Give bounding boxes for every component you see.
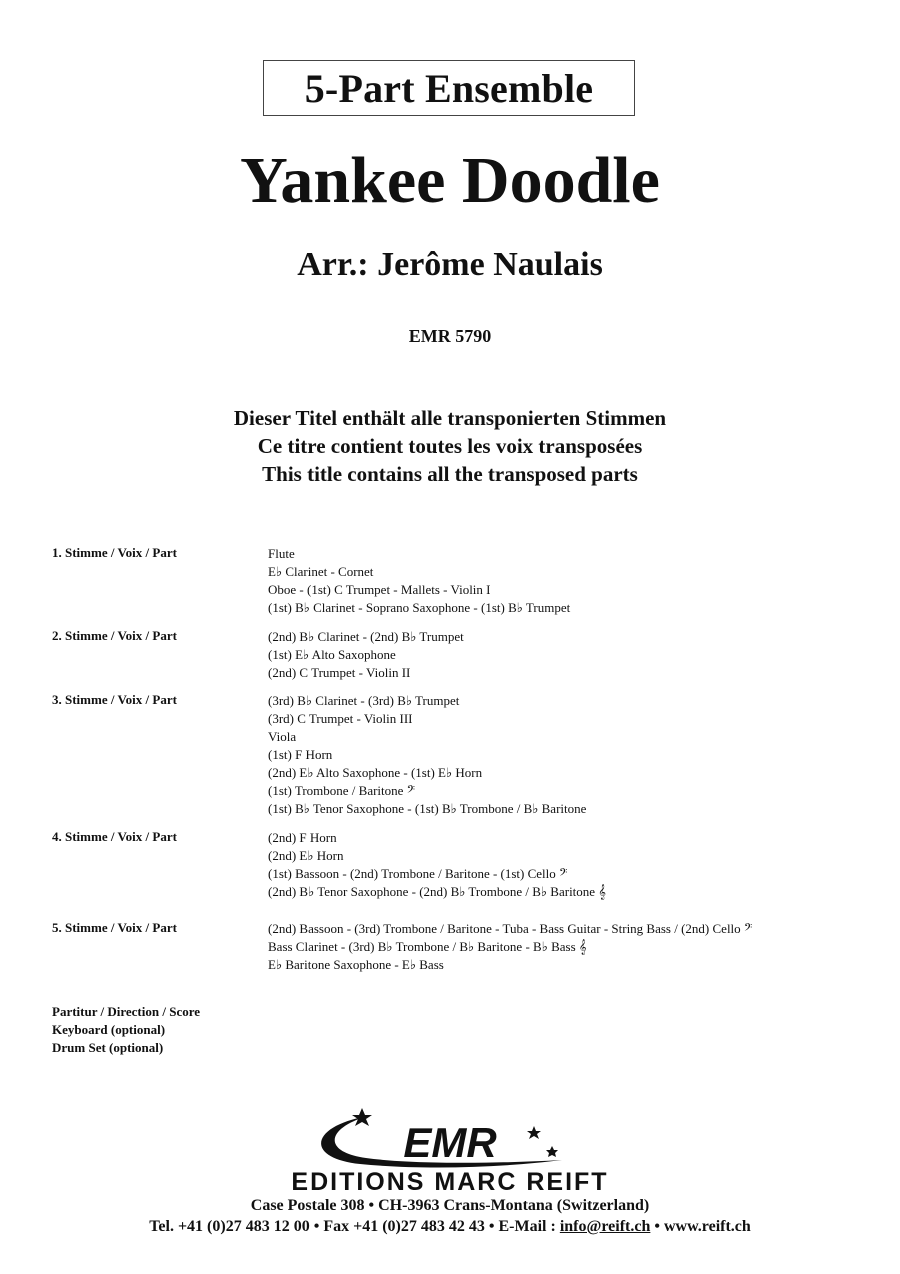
additional-parts <box>52 1003 200 1057</box>
arranger-credit: Arr.: Jerôme Naulais <box>297 246 603 283</box>
instrument-line: (2nd) F Horn <box>268 830 337 845</box>
separator: • <box>313 1218 320 1235</box>
part-2-instruments <box>268 628 464 682</box>
catalog-number: EMR 5790 <box>408 326 492 346</box>
fax-number: Fax +41 (0)27 483 42 43 <box>323 1218 485 1235</box>
instrument-line: Flute <box>268 546 295 561</box>
note-german: Dieser Titel enthält alle transponierten Stimmen <box>233 406 667 430</box>
note-french: Ce titre contient toutes les voix transposées <box>257 434 643 458</box>
publisher-name: EDITIONS MARC REIFT <box>291 1168 609 1196</box>
instrument-line: (2nd) B♭ Tenor Saxophone - (2nd) B♭ Trombone / B♭ Baritone 𝄞 <box>268 884 606 899</box>
emr-logo <box>300 1102 600 1174</box>
instrument-line: (1st) F Horn <box>268 747 333 762</box>
instrument-line: (1st) B♭ Clarinet - Soprano Saxophone - (1st) B♭ Trumpet <box>268 600 571 615</box>
part-5-instruments <box>268 920 752 974</box>
instrument-line: (2nd) C Trumpet - Violin II <box>268 665 411 680</box>
transposition-notes <box>0 404 900 488</box>
instrument-line: (1st) B♭ Tenor Saxophone - (1st) B♭ Trombone / B♭ Baritone <box>268 801 587 816</box>
part-4-instruments <box>268 829 606 901</box>
instrument-line: Oboe - (1st) C Trumpet - Mallets - Violin I <box>268 582 491 597</box>
part-1-instruments <box>268 545 570 617</box>
part-3-label: 3. Stimme / Voix / Part <box>52 692 177 707</box>
instrument-line: (3rd) B♭ Clarinet - (3rd) B♭ Trumpet <box>268 693 460 708</box>
instrument-line: (2nd) E♭ Horn <box>268 848 344 863</box>
instrument-line: (1st) E♭ Alto Saxophone <box>268 647 396 662</box>
website-link[interactable]: www.reift.ch <box>664 1218 751 1235</box>
email-link[interactable]: info@reift.ch <box>559 1218 651 1235</box>
part-1-label: 1. Stimme / Voix / Part <box>52 545 177 560</box>
separator: • <box>488 1218 495 1235</box>
note-english: This title contains all the transposed parts <box>262 462 638 486</box>
instrument-line: E♭ Clarinet - Cornet <box>268 564 374 579</box>
instrument-line: (2nd) E♭ Alto Saxophone - (1st) E♭ Horn <box>268 765 483 780</box>
email-label: E-Mail : <box>498 1218 556 1235</box>
instrument-line: Bass Clarinet - (3rd) B♭ Trombone / B♭ Baritone - B♭ Bass 𝄞 <box>268 939 587 954</box>
instrument-line: (3rd) C Trumpet - Violin III <box>268 711 413 726</box>
drumset-item: Drum Set (optional) <box>52 1040 164 1055</box>
score-item: Partitur / Direction / Score <box>52 1004 201 1019</box>
logo-text: EMR <box>403 1119 497 1166</box>
part-5-label: 5. Stimme / Voix / Part <box>52 920 177 935</box>
keyboard-item: Keyboard (optional) <box>52 1022 166 1037</box>
phone-number: Tel. +41 (0)27 483 12 00 <box>149 1218 310 1235</box>
publisher-contact <box>0 1218 900 1236</box>
instrument-line: E♭ Baritone Saxophone - E♭ Bass <box>268 957 444 972</box>
ensemble-heading: 5-Part Ensemble <box>263 60 635 116</box>
instrument-line: (2nd) Bassoon - (3rd) Trombone / Baritone - Tuba - Bass Guitar - String Bass / (2nd) Cello 𝄢 <box>268 921 753 936</box>
part-4-label: 4. Stimme / Voix / Part <box>52 829 177 844</box>
instrument-line: (1st) Bassoon - (2nd) Trombone / Baritone - (1st) Cello 𝄢 <box>268 866 568 881</box>
instrument-line: (2nd) B♭ Clarinet - (2nd) B♭ Trumpet <box>268 629 464 644</box>
part-2-label: 2. Stimme / Voix / Part <box>52 628 177 643</box>
separator: • <box>654 1218 660 1235</box>
piece-title: Yankee Doodle <box>240 144 660 217</box>
publisher-address: Case Postale 308 • CH-3963 Crans-Montana (Switzerland) <box>250 1197 650 1214</box>
instrument-line: Viola <box>268 729 297 744</box>
part-3-instruments <box>268 692 586 818</box>
instrument-line: (1st) Trombone / Baritone 𝄢 <box>268 783 416 798</box>
